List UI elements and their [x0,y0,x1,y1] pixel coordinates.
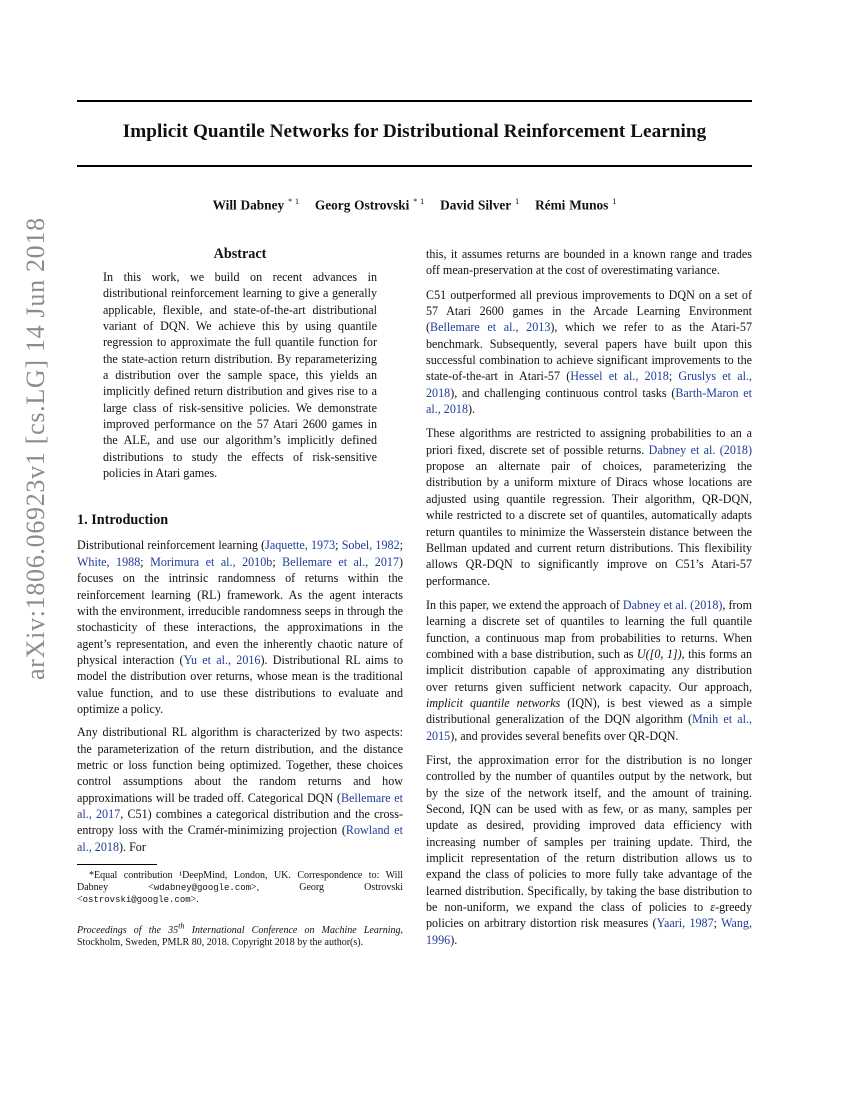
email-link[interactable]: ostrovski@google.com [82,895,191,906]
introduction-heading: 1. Introduction [77,512,169,529]
author-list [77,196,752,213]
text-run: >. [190,894,199,906]
text-run: ). For [119,839,146,854]
right-paragraph-5 [426,752,752,948]
citation-link[interactable]: Jaquette, 1973 [265,538,336,553]
citation-link[interactable]: Bellemare et al., 2013 [430,320,551,335]
math-expression: U([0, 1]) [636,646,682,661]
author-affiliation-mark: 1 [612,196,617,206]
text-run: ; [140,554,151,569]
citation-link[interactable]: Mnih et al., 2015 [426,712,752,743]
citation-link[interactable]: Gruslys et al., 2018 [426,369,752,400]
citation-link[interactable]: Yu et al., 2016 [183,652,261,667]
left-column [77,246,403,949]
author-name: David Silver [440,197,512,213]
text-run: ; [399,538,403,553]
text-run: , this forms an implicit distribution capable of approximating any distribution over returns given sufficient network capacity. Our approach, [426,646,752,694]
text-run: First, the approximation error for the distribution is no longer controlled by the number of quantiles output by the network, but by the size of the network itself, and the amount of training. Second, IQN can be used with as few, or as many, samples per update as desired, providing improved data efficiency with increasing number of samples per training update. Third, the implicit representation of the return distribution allows us to expand the class of policies to more fully take advantage of the learned distribution. Specifically, by taking the base distribution to be non-uniform, we expand the class of policies to [426,752,752,915]
citation-link[interactable]: Barth-Maron et al., 2018 [426,385,753,417]
text-run: ; [713,916,722,931]
text-run: C51 outperformed all previous improvements to DQN on a set of 57 Atari 2600 games in the Arcade Learning Environment ( [426,287,752,335]
emphasis-text: implicit quantile networks [426,695,561,710]
abstract-heading: Abstract [213,246,267,262]
top-rule [77,100,752,102]
ordinal-superscript: th [178,921,185,931]
text-run: ; [335,538,342,553]
footnote-rule [77,864,157,865]
text-run: (IQN), is best viewed as a simple distributional generalization of the DQN algorithm ( [426,695,752,727]
text-run: , from learning a discrete set of quantiles to learning the full quantile function, a continuous map from probabilities to returns. When combined with a base distribution, such as [426,597,752,661]
citation-link[interactable]: Bellemare et al., 2017 [282,554,399,569]
text-run: ) focuses on the intrinsic randomness of returns within the reinforcement learning (RL) framework. As the agent interacts with the environment, irreducible randomness seeps in through the stochasticity of these interactions, the approximations in the agent’s representation, and even the inherently chaotic nature of physical interaction ( [77,554,404,667]
author-name: Rémi Munos [535,197,609,213]
text-run: ), which we refer to as the Atari-57 benchmark. Subsequently, several papers have built upon this successful combination to achieve significant improvements to the state-of-the-art in Atari-57 ( [426,320,753,384]
text-run: Any distributional RL algorithm is characterized by two aspects: the parameterization of the return distribution, and the distance metric or loss function being optimized. Together, these choices control assumptions about the random returns and how approximations will be traded off. Categorical DQN ( [77,725,403,805]
text-run: propose an alternate pair of choices, parameterizing the distribution by a uniform mixture of Diracs whose locations are adjusted using quantile regression. Their algorithm, QR-DQN, while restricted to a discrete set of quantiles, automatically adapts return quantiles to minimize the Wasserstein distance between the Bellman updated and current return distributions. This flexibility allows QR-DQN to significantly improve on C51’s Atari-57 performance. [426,459,752,588]
right-column [426,246,752,948]
text-run: , Stockholm, Sweden, PMLR 80, 2018. Copyright 2018 by the author(s). [77,924,403,948]
math-symbol: ε [710,900,716,915]
text-run: Distributional reinforcement learning ( [77,538,266,553]
author-affiliation-mark: 1 [515,196,520,206]
citation-link[interactable]: Bellemare et al., 2017 [77,790,403,821]
text-run: Proceedings of the 35 [77,924,179,936]
text-run: ), and provides several benefits over QR-DQN. [450,728,679,743]
citation-link[interactable]: Morimura et al., 2010b [150,554,273,569]
text-run: ; [272,554,283,569]
paper-title: Implicit Quantile Networks for Distributional Reinforcement Learning [122,121,707,142]
text-run: ). [468,402,476,417]
citation-link[interactable]: Yaari, 1987 [656,916,714,931]
intro-paragraph-2 [77,724,403,855]
text-run: >, Georg Ostrovski < [77,882,403,906]
citation-link[interactable]: Dabney et al. (2018) [622,597,723,612]
right-paragraph-4 [426,597,752,744]
footnote-text [77,870,403,906]
text-run: These algorithms are restricted to assigning probabilities to an a priori fixed, discrete set of possible returns. [426,426,752,457]
citation-link[interactable]: White, 1988 [77,554,141,569]
author-name: Will Dabney [212,197,285,213]
citation-link[interactable]: Rowland et al., 2018 [77,823,403,854]
author-affiliation-mark: * 1 [287,196,300,206]
text-run: ), and challenging continuous control tasks ( [450,385,676,400]
abstract-text: In this work, we build on recent advances in distributional reinforcement learning to give a generally applicable, flexible, and state-of-the-art distributional variant of DQN. We achieve this by using quantile regression to approximate the full quantile function for the state-action return distribution. By reparameterizing a distribution over the sample space, this yields an implicitly defined return distribution and gives rise to a large class of risk-sensitive policies. We demonstrate improved performance on the 57 Atari 2600 games in the ALE, and use our algorithm’s implicitly defined distributions to study the effects of risk-sensitive policies in Atari games. [103,270,377,481]
proceedings-notice [77,920,403,949]
citation-link[interactable]: Wang, 1996 [426,916,752,947]
right-paragraph-2 [426,287,752,418]
intro-paragraph-1 [77,537,403,717]
text-run: ; [668,369,679,384]
citation-link[interactable]: Sobel, 1982 [341,538,400,553]
email-link[interactable]: wdabney@google.com [153,883,252,894]
text-run: *Equal contribution ¹DeepMind, London, UK. Correspondence to: Will Dabney < [77,870,403,894]
citation-link[interactable]: Dabney et al. (2018) [648,442,753,457]
title-bottom-rule [77,165,752,167]
right-paragraph-1: this, it assumes returns are bounded in a known range and trades off mean-preservation at the cost of overestimating variance. [426,247,752,278]
citation-link[interactable]: Hessel et al., 2018 [570,369,669,384]
text-run: International Conference on Machine Learning [184,924,401,936]
text-run: In this paper, we extend the approach of [426,597,623,612]
text-run: , C51) combines a categorical distribution and the cross-entropy loss with the Cramér-minimizing projection ( [77,806,403,838]
author-affiliation-mark: * 1 [413,196,425,206]
text-run: ). [450,932,458,947]
text-run: -greedy policies on arbitrary distortion risk measures ( [426,900,752,931]
right-paragraph-3 [426,425,752,588]
text-run: ). Distributional RL aims to model the distribution over returns, whose mean is the traditional value function, and to use these distributions to evaluate and optimize a policy. [77,652,403,716]
author-name: Georg Ostrovski [314,197,410,213]
